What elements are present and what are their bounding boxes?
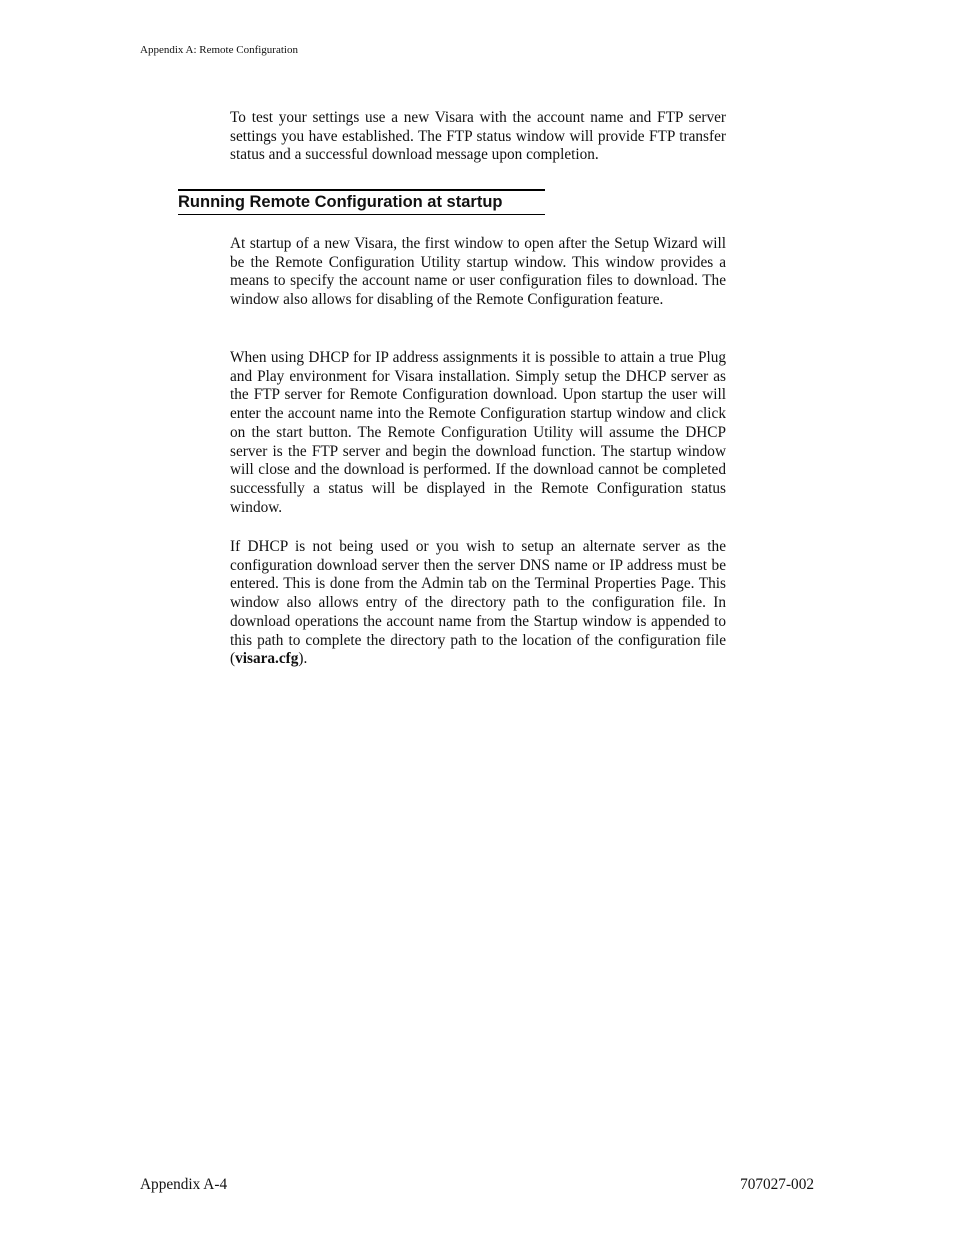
footer-page-number: Appendix A-4	[140, 1176, 228, 1193]
running-head: Appendix A: Remote Configuration	[140, 44, 298, 56]
config-filename: visara.cfg	[235, 650, 299, 668]
paragraph-alternate-server-text: If DHCP is not being used or you wish to setup an alternate server as the configuration download server then the server DNS name or IP address must be entered. This is done from the Admin tab on the Terminal Properties Page. This window also allows entry of the directory path to the configuration file. In download operations the account name from the Startup window is appended to this path to complete the directory path to the location of the configuration file (	[230, 538, 726, 668]
paragraph-alternate-server	[230, 538, 726, 669]
paragraph-startup-window: At startup of a new Visara, the first window to open after the Setup Wizard will be the Remote Configuration Utility startup window. This window provides a means to specify the account name or user configuration files to download. The window also allows for disabling of the Remote Configuration feature.	[230, 235, 726, 309]
footer-document-number: 707027-002	[740, 1176, 814, 1193]
paragraph-alternate-server-end: ).	[298, 650, 308, 668]
section-heading-text: Running Remote Configuration at startup	[178, 193, 503, 211]
section-heading	[178, 189, 545, 215]
paragraph-dhcp: When using DHCP for IP address assignments it is possible to attain a true Plug and Play environment for Visara installation. Simply setup the DHCP server as the FTP server for Remote Configuration download. Upon startup the user will enter the account name into the Remote Configuration startup window and click on the start button. The Remote Configuration Utility will assume the DHCP server is the FTP server and begin the download function. The startup window will close and the download is performed. If the download cannot be completed successfully a status will be displayed in the Remote Configuration status window.	[230, 349, 726, 516]
intro-paragraph: To test your settings use a new Visara with the account name and FTP server settings you have established. The FTP status window will provide FTP transfer status and a successful download message upon completion.	[230, 109, 726, 164]
heading-rule-bottom	[178, 214, 545, 215]
